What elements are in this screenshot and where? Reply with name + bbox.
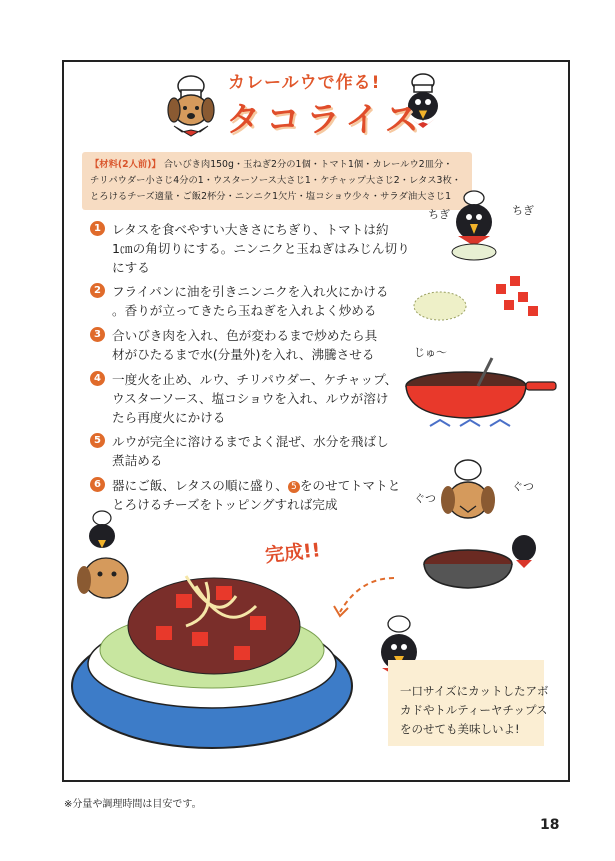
step-line: 。香りが立ってきたら玉ねぎを入れよく炒める	[112, 303, 377, 318]
dog-chef-illustration	[160, 70, 222, 140]
sound-effect-text: ぐつ	[414, 492, 436, 505]
step-line: たら再度火にかける	[112, 410, 226, 425]
recipe-subtitle: カレールウで作る!	[228, 73, 381, 93]
step-number: 1	[90, 221, 105, 236]
tip-line: カドやトルティーヤチップス	[400, 703, 548, 717]
step-line: フライパンに油を引きニンニクを入れ火にかける	[112, 284, 389, 299]
step-line: 1㎝の角切りにする。ニンニクと玉ねぎはみじん切り	[112, 241, 410, 256]
sound-effect-text: ぐつ	[512, 480, 534, 493]
ingredients-label: 【材料(2人前)】	[90, 159, 161, 170]
ingredients-line-2: チリパウダー小さじ4分の1・ウスターソース大さじ1・ケチャップ大さじ2・レタス3枚・	[90, 175, 462, 186]
sound-effect-text: ちぎ	[428, 208, 450, 221]
sound-effect-text: ちぎ	[512, 204, 534, 217]
ingredients-line-3: とろけるチーズ適量・ご飯2杯分・ニンニク1欠片・塩コショウ少々・サラダ油大さじ1	[90, 191, 451, 202]
dog-and-crow-peeking-illustration	[66, 508, 146, 608]
done-label: 完成!!	[264, 539, 322, 567]
step-line: レタスを食べやすい大きさにちぎり、トマトは約	[112, 222, 389, 237]
lettuce-and-tomato-illustration	[410, 272, 550, 332]
step-line: 合いびき肉を入れ、色が変わるまで炒めたら具	[112, 328, 378, 343]
step-number: 3	[90, 327, 105, 342]
page-number: 18	[540, 817, 560, 833]
footnote: ※分量や調理時間は目安です。	[64, 799, 202, 810]
step-line: ウスターソース、塩コショウを入れ、ルウが溶け	[112, 391, 389, 406]
step-line: とろけるチーズをトッピングすれば完成	[112, 497, 338, 512]
ingredients-line-1: 【材料(2人前)】 合いびき肉150g・玉ねぎ2分の1個・トマト1個・カレールウ2皿分・	[90, 159, 453, 170]
step-line: ルウが完全に溶けるまでよく混ぜ、水分を飛ばし	[112, 434, 389, 449]
step-number: 6	[90, 477, 105, 492]
step-number: 4	[90, 371, 105, 386]
tip-line: 一口サイズにカットしたアボ	[400, 684, 549, 698]
tip-line: をのせても美味しいよ!	[400, 722, 520, 736]
recipe-title: タコライス	[226, 100, 425, 140]
sound-effect-text: じゅ〜	[414, 346, 447, 359]
step-number: 2	[90, 283, 105, 298]
step-ref-badge: 5	[288, 481, 300, 493]
frying-pan-illustration	[400, 356, 560, 436]
step-line: 煮詰める	[112, 453, 163, 468]
step-line: 一度火を止め、ルウ、チリパウダー、ケチャップ、	[112, 372, 398, 387]
step-line: 材がひたるまで水(分量外)を入れ、沸騰させる	[112, 347, 375, 362]
crow-tearing-lettuce-illustration	[438, 188, 508, 268]
step-number: 5	[90, 433, 105, 448]
step-line: にする	[112, 260, 150, 275]
step-line: 器にご飯、レタスの順に盛り、 5 をのせてトマトと	[112, 478, 401, 493]
